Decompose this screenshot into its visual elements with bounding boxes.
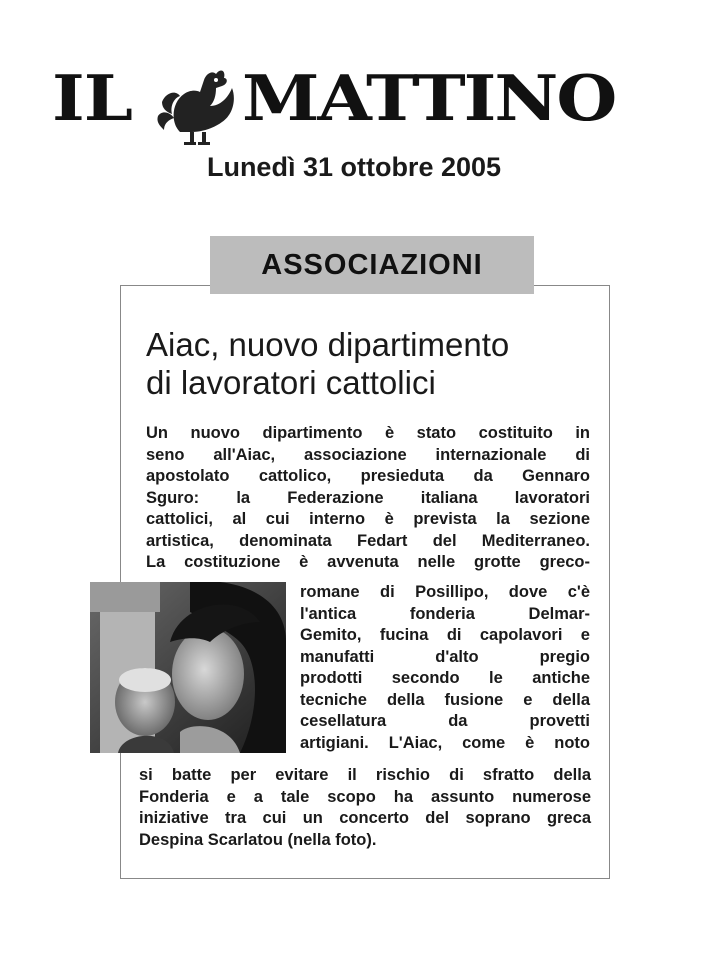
article-photo	[90, 582, 286, 753]
body-line: l'antica fonderia Delmar-	[300, 604, 590, 623]
body-line: prodotti secondo le antiche	[300, 669, 590, 687]
section-label: ASSOCIAZIONI	[210, 236, 534, 294]
headline-line: Aiac, nuovo dipartimento	[146, 326, 510, 363]
article-body-bottom	[139, 765, 591, 851]
body-line: artistica, denominata Fedart del Mediterraneo.	[146, 531, 590, 550]
article-body-top	[146, 423, 590, 574]
body-line: artigiani. L'Aiac, come è noto	[300, 733, 590, 752]
body-line: seno all'Aiac, associazione internazionale di	[146, 445, 590, 464]
body-line: iniziative tra cui un concerto del soprano greca	[139, 809, 591, 827]
body-line: tecniche della fusione e della	[300, 690, 590, 709]
body-line: si batte per evitare il rischio di sfratto della	[139, 766, 591, 784]
headline-line: di lavoratori cattolici	[146, 364, 436, 401]
body-line: Sguro: la Federazione italiana lavoratori	[146, 488, 590, 507]
masthead	[52, 58, 667, 148]
body-line: manufatti d'alto pregio	[300, 647, 590, 666]
body-line: Despina Scarlatou (nella foto).	[139, 830, 377, 849]
body-line: romane di Posillipo, dove c'è	[300, 583, 590, 601]
body-line: Un nuovo dipartimento è stato costituito in	[146, 424, 590, 442]
issue-date: Lunedì 31 ottobre 2005	[206, 152, 502, 182]
masthead-title-right: MATTINO	[242, 60, 616, 136]
photo-image	[90, 582, 286, 753]
body-line: Fonderia e a tale scopo ha assunto numerose	[139, 787, 591, 806]
body-line: cattolici, al cui interno è prevista la sezione	[146, 510, 590, 528]
body-line: Gemito, fucina di capolavori e	[300, 626, 590, 644]
body-line: cesellatura da provetti	[300, 712, 590, 730]
article-headline	[146, 326, 596, 402]
body-line: La costituzione è avvenuta nelle grotte greco-	[146, 553, 590, 571]
article-body-side	[300, 582, 590, 754]
rooster-logo-icon	[150, 62, 246, 148]
masthead-title-left: IL	[52, 60, 132, 136]
body-line: apostolato cattolico, presieduta da Gennaro	[146, 467, 590, 485]
